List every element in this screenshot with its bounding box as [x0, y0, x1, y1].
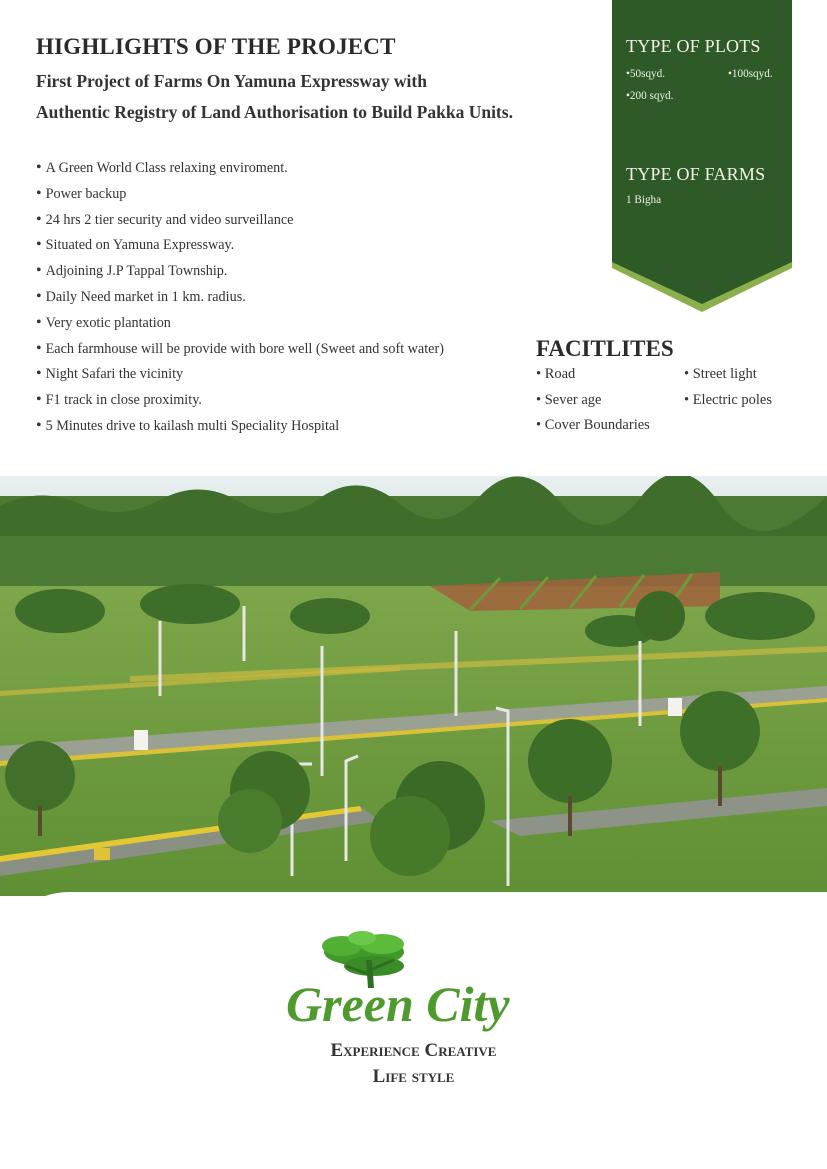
plot-size: •50sqyd. — [626, 68, 666, 80]
list-item: • 24 hrs 2 tier security and video surveillance — [36, 210, 444, 236]
tagline-line-1: Experience Creative — [330, 1040, 497, 1061]
farm-size: 1 Bigha — [626, 194, 662, 206]
plots-title: TYPE OF PLOTS — [626, 36, 761, 56]
facility-item: • Electric poles — [684, 392, 773, 408]
plot-size: •100sqyd. — [728, 68, 773, 80]
list-item: • Night Safari the vicinity — [36, 364, 444, 390]
page-title: HIGHLIGHTS OF THE PROJECT — [36, 34, 396, 59]
list-item: • Daily Need market in 1 km. radius. — [36, 287, 444, 313]
landscape-photo — [0, 476, 827, 896]
list-item: • Adjoining J.P Tappal Township. — [36, 261, 444, 287]
highlights-list — [36, 158, 444, 442]
subtitle-line-2: Authentic Registry of Land Authorisation to Build Pakka Units. — [36, 102, 513, 122]
list-item: • Situated on Yamuna Expressway. — [36, 235, 444, 261]
list-item: • Very exotic plantation — [36, 313, 444, 339]
facility-item: • Cover Boundaries — [536, 417, 650, 433]
list-item: • F1 track in close proximity. — [36, 390, 444, 416]
list-item: • Power backup — [36, 184, 444, 210]
facilities-title: FACITLITES — [536, 336, 674, 361]
facility-item: • Road — [536, 366, 576, 382]
brand-name: Green City — [286, 976, 510, 1032]
farms-title: TYPE OF FARMS — [626, 164, 766, 184]
subtitle-line-1: First Project of Farms On Yamuna Expressway with — [36, 71, 427, 91]
list-item: • Each farmhouse will be provide with bore well (Sweet and soft water) — [36, 339, 444, 365]
tagline-line-2: Life style — [372, 1066, 455, 1087]
facility-item: • Street light — [684, 366, 757, 382]
list-item: • A Green World Class relaxing enviroment. — [36, 158, 444, 184]
list-item: • 5 Minutes drive to kailash multi Speciality Hospital — [36, 416, 444, 442]
facility-item: • Sever age — [536, 392, 602, 408]
plot-size: •200 sqyd. — [626, 90, 674, 102]
